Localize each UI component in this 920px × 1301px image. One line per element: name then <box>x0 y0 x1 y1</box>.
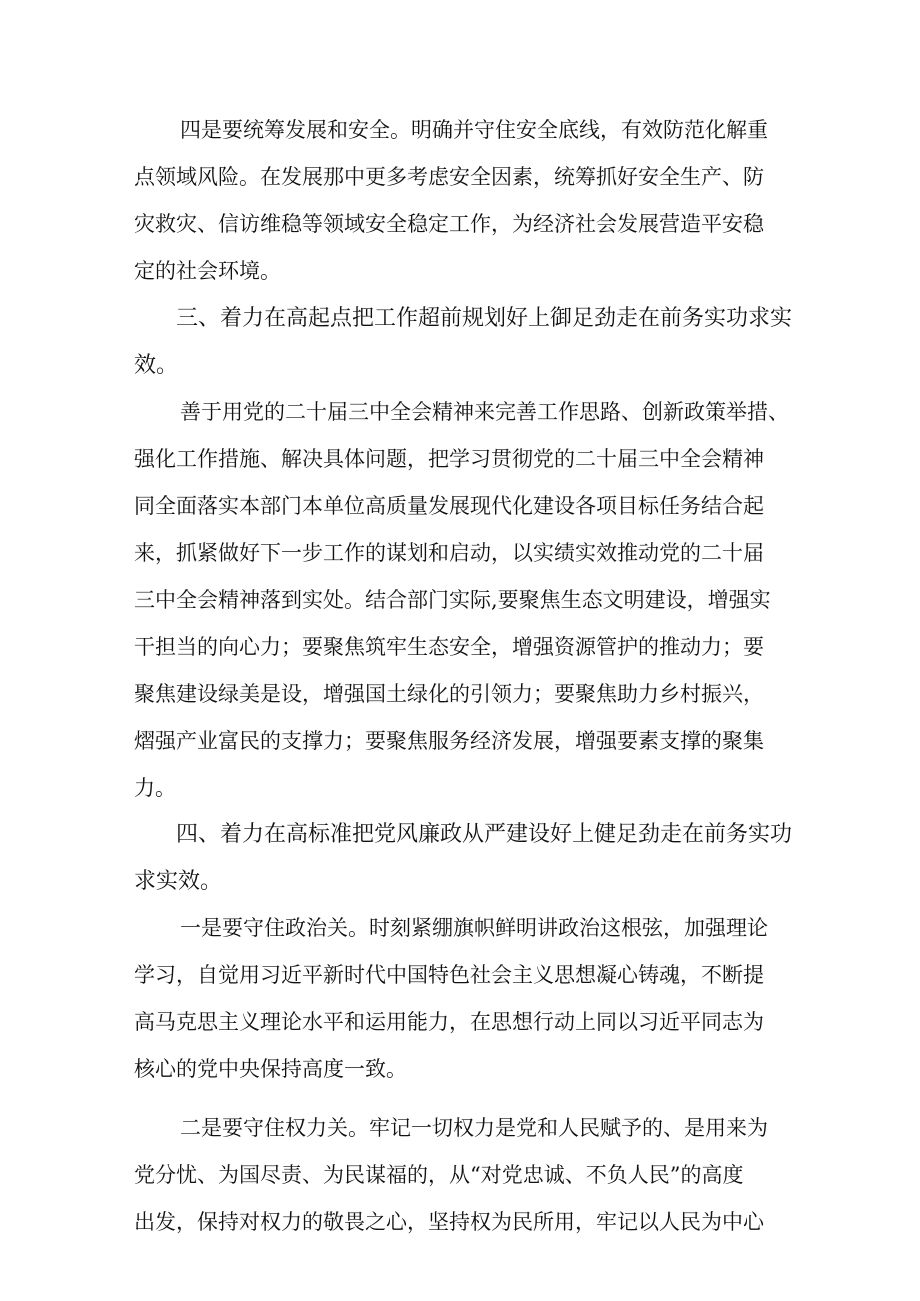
text-line: 党分忧、为国尽责、为民谋福的，从“对党忠诚、不负人民”的高度 <box>134 1163 744 1187</box>
text-line: 同全面落实本部门本单位高质量发展现代化建设各项目标任务结合起 <box>134 494 764 518</box>
text-line: 三中全会精神落到实处。结合部门实际,要聚焦生态文明建设，增强实 <box>134 588 771 612</box>
text-line: 点领域风险。在发展那中更多考虑安全因素，统筹抓好安全生产、防 <box>134 165 764 189</box>
text-line: 聚焦建设绿美是设，增强国土绿化的引领力；要聚焦助力乡村振兴， <box>134 682 764 706</box>
text-line: 善于用党的二十届三中全会精神来完善工作思路、创新政策举措、 <box>180 400 789 424</box>
text-line: 熠强产业富民的支撑力；要聚焦服务经济发展，增强要素支撑的聚集 <box>134 729 764 753</box>
text-line: 来，抓紧做好下一步工作的谋划和启动，以实绩实效推动党的二十届 <box>134 541 764 565</box>
text-line: 干担当的向心力；要聚焦筑牢生态安全，增强资源管护的推动力；要 <box>134 635 764 659</box>
text-line: 高马克思主义理论水平和运用能力，在思想行动上同以习近平同志为 <box>134 1010 764 1034</box>
text-line: 定的社会环境。 <box>134 259 281 283</box>
text-line: 出发，保持对权力的敬畏之心，坚持权为民所用，牢记以人民为中心 <box>134 1210 764 1234</box>
heading-line: 三、着力在高起点把工作超前规划好上御足劲走在前务实功求实 <box>176 306 793 331</box>
text-line: 强化工作措施、解决具体问题，把学习贯彻党的二十届三中全会精神 <box>134 447 764 471</box>
text-line: 学习，自觉用习近平新时代中国特色社会主义思想凝心铸魂，不断提 <box>134 963 764 987</box>
text-line: 一是要守住政治关。时刻紧绷旗帜鲜明讲政治这根弦，加强理论 <box>180 916 768 940</box>
text-line: 四是要统筹发展和安全。明确并守住安全底线，有效防范化解重 <box>180 118 768 142</box>
text-line: 二是要守住权力关。牢记一切权力是党和人民赋予的、是用来为 <box>180 1116 768 1140</box>
text-line: 核心的党中央保持高度一致。 <box>134 1057 407 1081</box>
text-line: 力。 <box>134 776 176 800</box>
heading-line: 效。 <box>134 353 179 378</box>
heading-line: 四、着力在高标准把党风廉政从严建设好上健足劲走在前务实功 <box>176 822 793 847</box>
text-line: 灾救灾、信访维稳等领域安全稳定工作，为经济社会发展营造平安稳 <box>134 212 764 236</box>
heading-line: 求实效。 <box>134 869 223 894</box>
